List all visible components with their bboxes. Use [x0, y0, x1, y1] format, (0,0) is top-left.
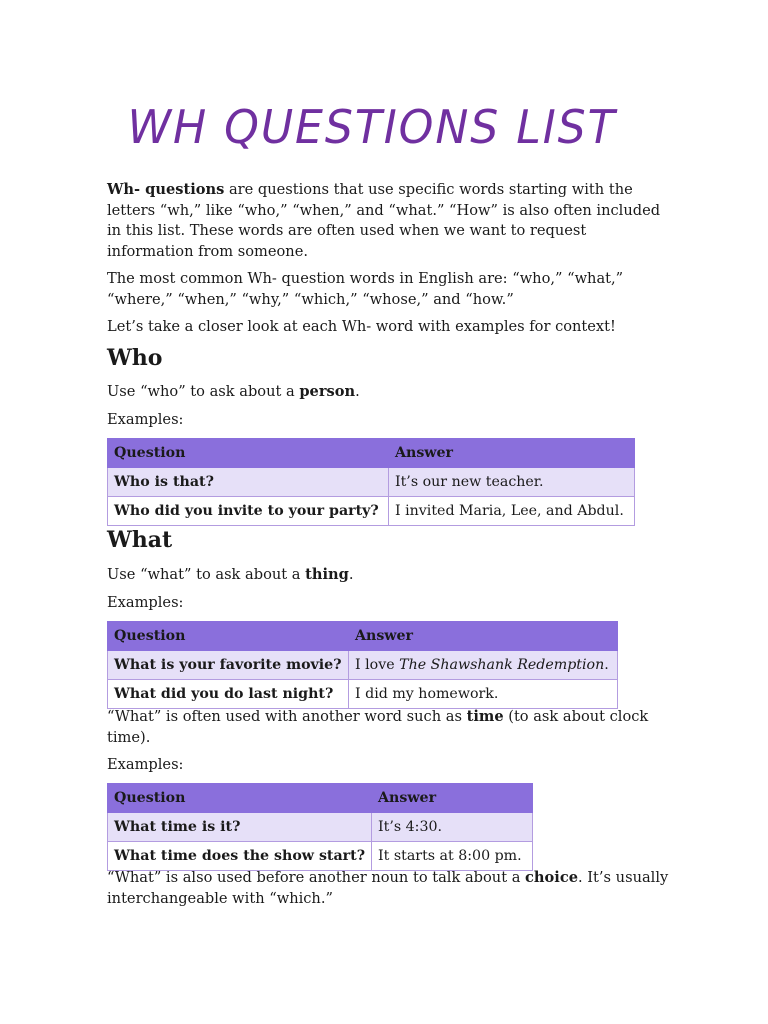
table-row [108, 468, 635, 497]
who-usage-bold: person [299, 383, 356, 400]
table-cell-answer: It’s our new teacher. [389, 468, 635, 497]
table-row [108, 651, 618, 680]
choice-note-post: . It’s usually interchangeable with “which.” [107, 869, 669, 907]
section-heading-what: What [107, 527, 173, 553]
intro-paragraph-3: Let’s take a closer look at each Wh- word with examples for context! [107, 318, 616, 335]
answer-post: . [604, 657, 609, 673]
table-cell-question: What is your favorite movie? [108, 651, 349, 680]
what-usage-bold: thing [305, 566, 349, 583]
what-usage-pre: Use “what” to ask about a [107, 566, 306, 583]
what-choice-note [107, 868, 672, 909]
table-cell-question: What time does the show start? [108, 842, 372, 871]
time-note-bold: time [466, 708, 504, 725]
table-header-question: Question [108, 784, 372, 813]
table-cell-question: Who did you invite to your party? [108, 497, 389, 526]
table-header-question: Question [108, 622, 349, 651]
table-row [108, 497, 635, 526]
table-cell-question: What time is it? [108, 813, 372, 842]
intro-paragraph-2: The most common Wh- question words in English are: “who,” “what,” “where,” “when,” “why,” “which,” “whose,” and “how.” [107, 270, 624, 308]
what-time-note [107, 707, 672, 748]
choice-note-bold: choice [525, 869, 578, 886]
who-usage-pre: Use “who” to ask about a [107, 383, 300, 400]
table-header-row [108, 622, 618, 651]
table-header-answer: Answer [389, 439, 635, 468]
movie-title: The Shawshank Redemption [399, 657, 605, 673]
time-note-post: (to ask about clock time). [107, 708, 649, 746]
what-time-examples-table [107, 783, 533, 871]
time-note-pre: “What” is often used with another word such as [107, 708, 467, 725]
table-header-answer: Answer [349, 622, 618, 651]
intro-paragraph-1 [107, 180, 672, 262]
section-heading-who: Who [107, 345, 163, 371]
what-examples-label: Examples: [107, 594, 184, 611]
what-usage-post: . [348, 566, 354, 583]
table-cell-question: Who is that? [108, 468, 389, 497]
choice-note-pre: “What” is also used before another noun to talk about a [107, 869, 526, 886]
table-cell-answer: I did my homework. [349, 680, 618, 709]
table-cell-answer: I invited Maria, Lee, and Abdul. [389, 497, 635, 526]
table-header-question: Question [108, 439, 389, 468]
table-row [108, 842, 533, 871]
table-header-row [108, 439, 635, 468]
table-row [108, 680, 618, 709]
table-header-row [108, 784, 533, 813]
page-title: WH QUESTIONS LIST [127, 100, 617, 154]
table-cell-answer [349, 651, 618, 680]
what-examples-label-2: Examples: [107, 756, 184, 773]
intro-definition: are questions that use specific words starting with the letters “wh,” like “who,” “when,” and “what.” “How” is also often included in this list. These words are often used when we want to request information from someone. [107, 181, 661, 260]
table-cell-question: What did you do last night? [108, 680, 349, 709]
intro-term: Wh- questions [107, 181, 225, 198]
table-cell-answer: It’s 4:30. [372, 813, 533, 842]
answer-pre: I love [355, 657, 400, 673]
who-usage-text [107, 382, 672, 403]
who-usage-post: . [355, 383, 360, 400]
what-examples-table [107, 621, 618, 709]
table-cell-answer: It starts at 8:00 pm. [372, 842, 533, 871]
what-usage-text [107, 565, 672, 586]
table-header-answer: Answer [372, 784, 533, 813]
who-examples-label: Examples: [107, 411, 184, 428]
table-row [108, 813, 533, 842]
who-examples-table [107, 438, 635, 526]
